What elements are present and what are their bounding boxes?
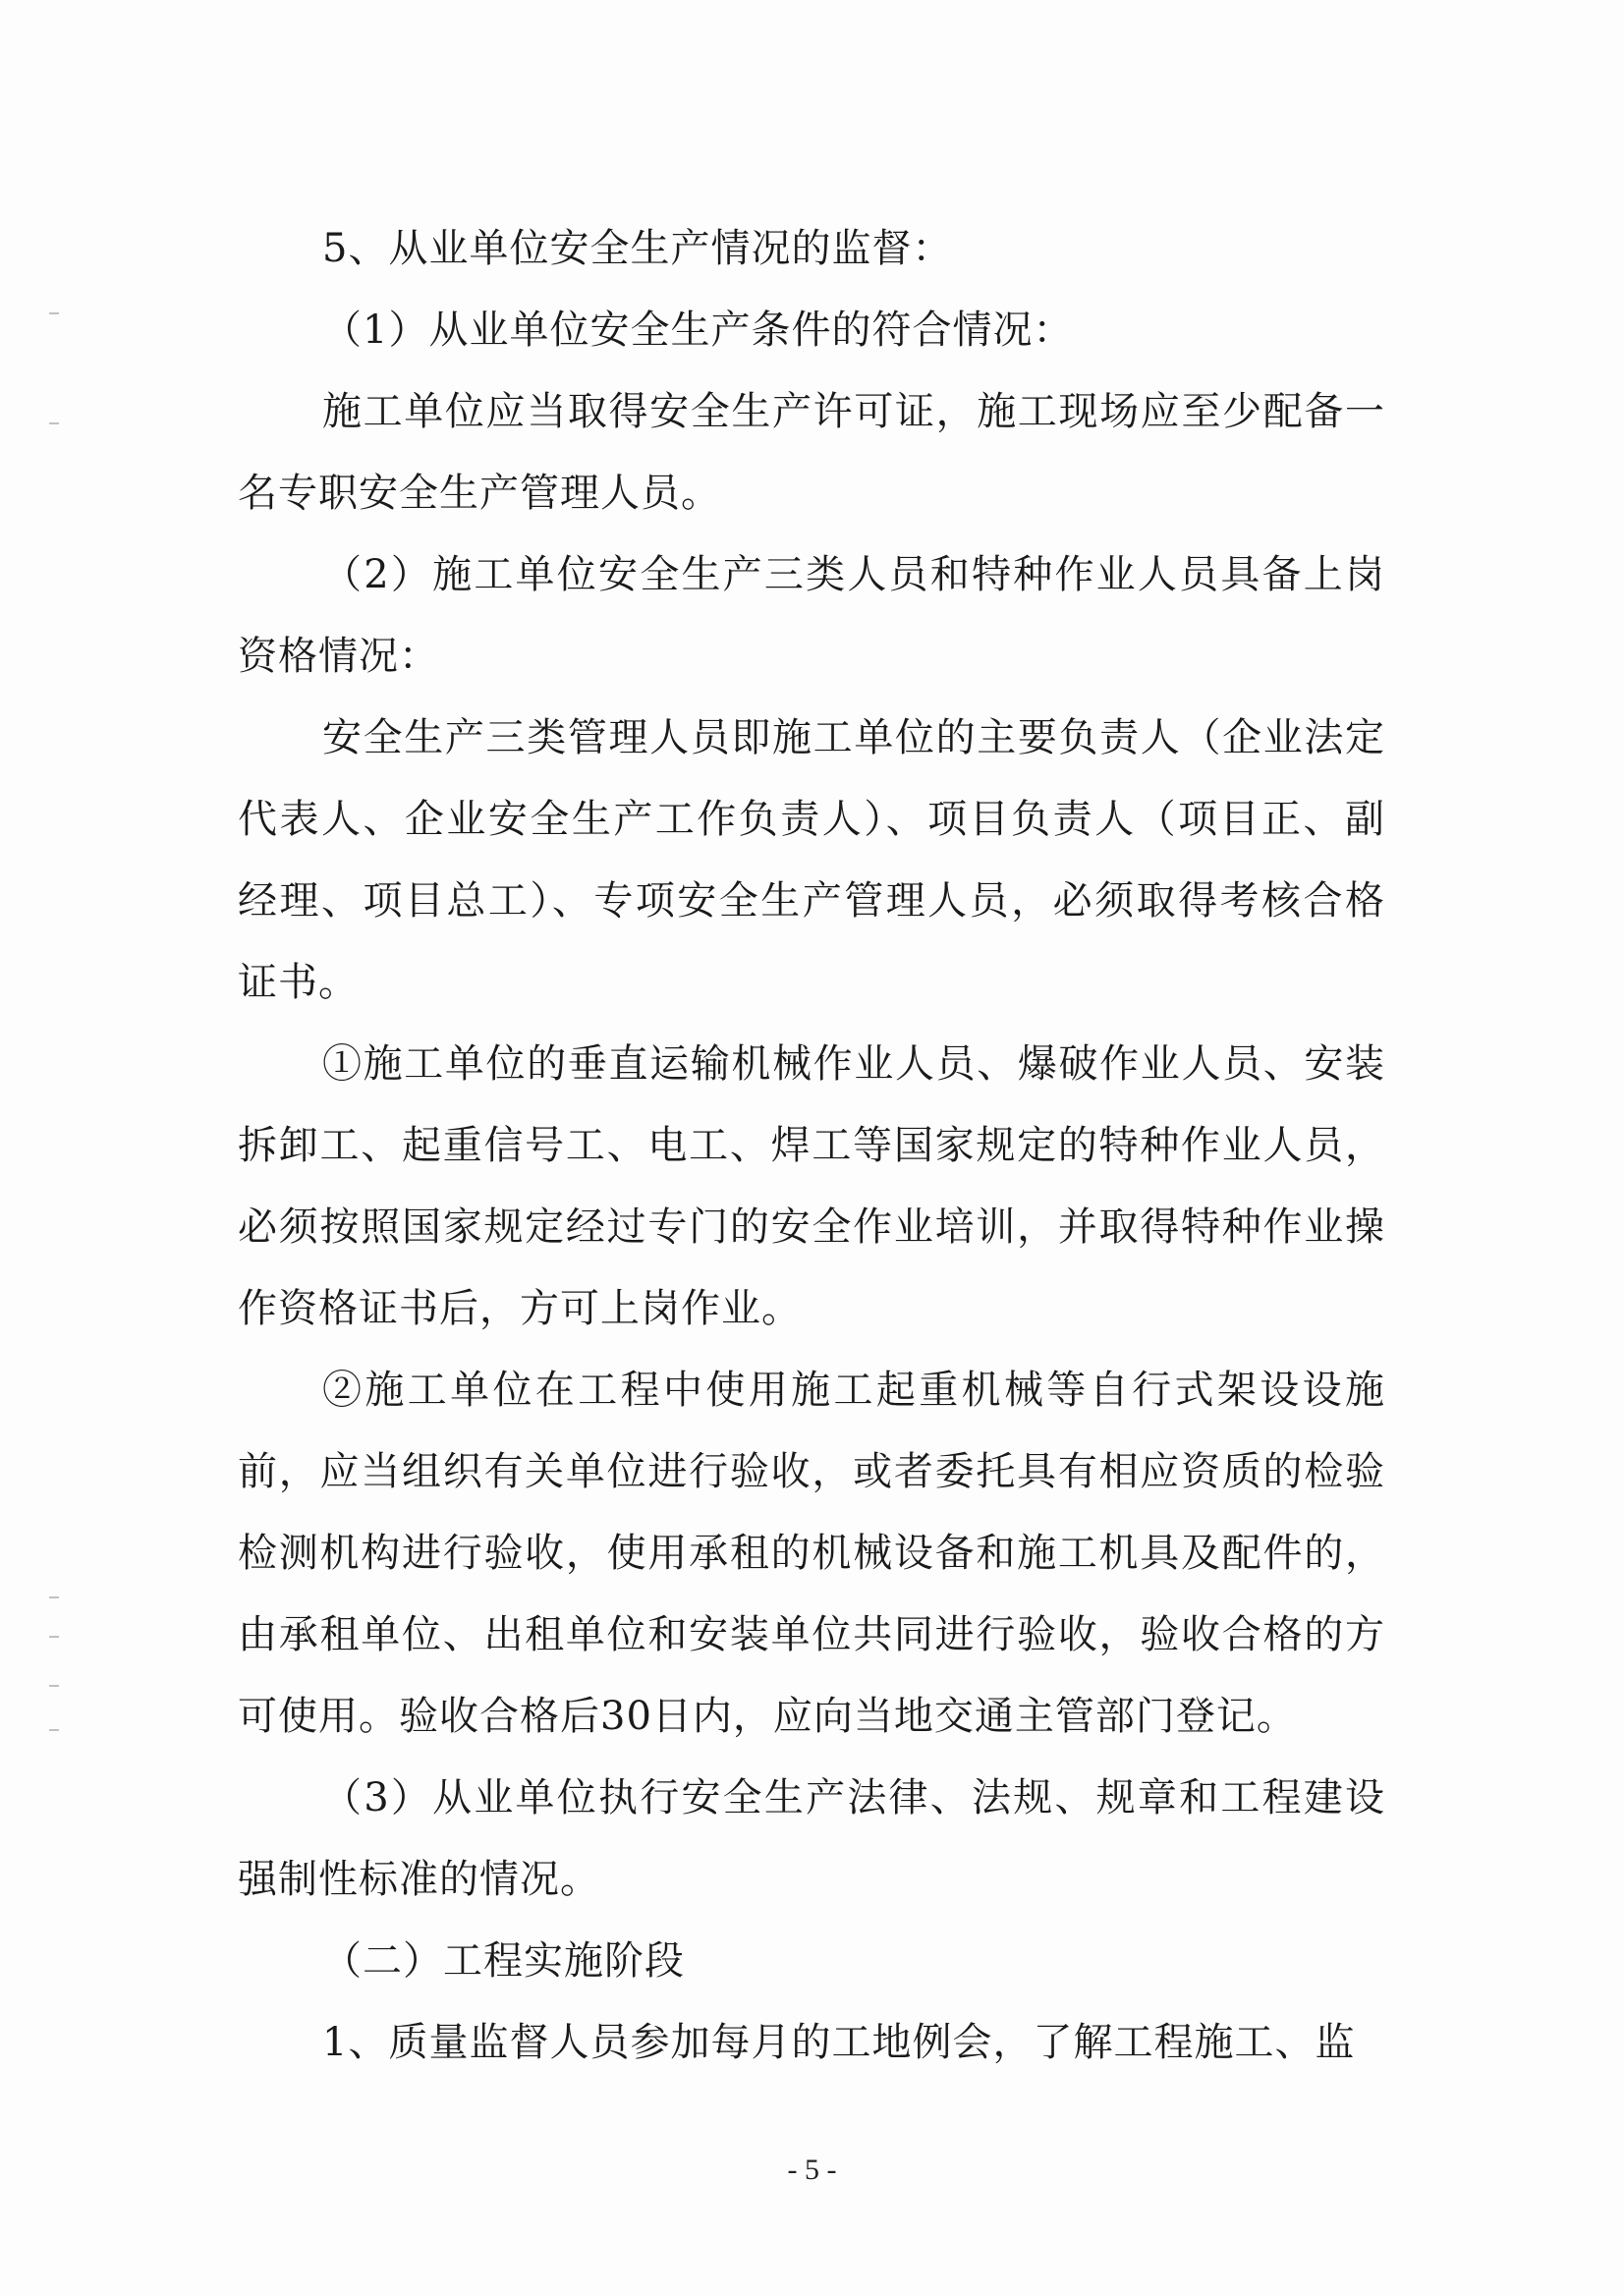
paragraph-license-requirement: 施工单位应当取得安全生产许可证，施工现场应至少配备一名专职安全生产管理人员。 <box>238 389 1385 516</box>
subsection-heading-3: （3）从业单位执行安全生产法律、法规、规章和工程建设强制性标准的情况。 <box>238 1775 1385 1902</box>
paragraph-monthly-meeting: 1、质量监督人员参加每月的工地例会，了解工程施工、监 <box>322 2020 1356 2065</box>
paragraph-special-operators: ①施工单位的垂直运输机械作业人员、爆破作业人员、安装拆卸工、起重信号工、电工、焊工等国家规定的特种作业人员，必须按照国家规定经过专门的安全作业培训，并取得特种作业操作资格证书后，方可上岗作业。 <box>238 1041 1385 1331</box>
scan-mark <box>49 1729 59 1731</box>
scan-mark <box>49 1636 59 1638</box>
paragraph-three-categories: 安全生产三类管理人员即施工单位的主要负责人（企业法定代表人、企业安全生产工作负责人）、项目负责人（项目正、副经理、项目总工）、专项安全生产管理人员，必须取得考核合格证书。 <box>238 715 1385 1005</box>
page-number: - 5 - <box>787 2154 837 2186</box>
scan-mark <box>49 312 59 314</box>
subsection-heading-2: （2）施工单位安全生产三类人员和特种作业人员具备上岗资格情况： <box>238 552 1385 679</box>
scan-mark <box>49 422 59 424</box>
document-body <box>238 208 1385 2084</box>
scan-mark <box>49 1596 59 1598</box>
subsection-heading-1: （1）从业单位安全生产条件的符合情况： <box>322 308 1074 353</box>
section-heading-implementation: （二）工程实施阶段 <box>322 1938 685 1984</box>
section-heading-safety-supervision: 5、从业单位安全生产情况的监督： <box>322 226 953 271</box>
scan-mark <box>49 1685 59 1687</box>
paragraph-equipment-acceptance: ②施工单位在工程中使用施工起重机械等自行式架设设施前，应当组织有关单位进行验收，或者委托具有相应资质的检验检测机构进行验收，使用承租的机械设备和施工机具及配件的，由承租单位、出租单位和安装单位共同进行验收，验收合格的方可使用。验收合格后30日内，应向当地交通主管部门登记。 <box>238 1368 1385 1739</box>
